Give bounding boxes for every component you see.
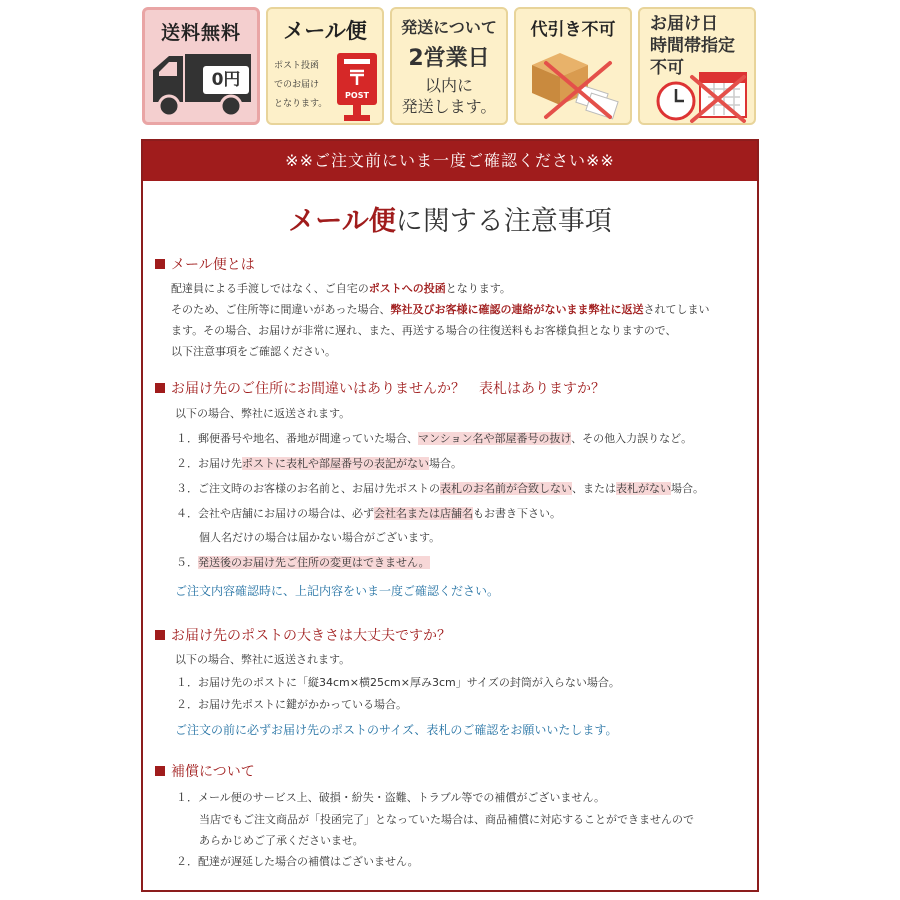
free-shipping-price: 0円 [203, 66, 249, 94]
no-time-line1: お届け日 [650, 14, 718, 34]
no-time-line3: 不可 [650, 58, 684, 78]
mail-bin-banner [266, 7, 384, 125]
bullet-square-icon [155, 259, 165, 269]
no-cod-title: 代引き不可 [530, 20, 616, 40]
s2-item4-note: 個人名だけの場合は届かない場合がございます。 [199, 531, 441, 544]
s1-line1: 配達員による手渡しではなく、ご自宅のポストへの投函となります。 [171, 282, 511, 295]
s2-item5: ５．発送後のお届け先ご住所の変更はできません。 [176, 556, 430, 569]
s4-item1-line2: 当店でもご注文商品が「投函完了」となっていた場合は、商品補償に対応することができませんので [199, 813, 694, 826]
shipping-days-line2: 2営業日 [408, 46, 490, 71]
postbox-icon [336, 51, 378, 123]
no-time-line2: 時間帯指定 [650, 36, 735, 56]
section-heading-compensation: 補償について [155, 761, 255, 781]
free-shipping-title: 送料無料 [160, 22, 241, 44]
no-time-banner [638, 7, 756, 125]
s4-item1-line3: あらかじめご了承くださいませ。 [199, 834, 364, 847]
shipping-days-banner [390, 7, 508, 125]
notice-title: メール便に関する注意事項 [288, 206, 612, 237]
bullet-square-icon [155, 766, 165, 776]
clock-calendar-cross-icon [648, 63, 752, 123]
s2-confirm-note: ご注文内容確認時に、上記内容をいま一度ご確認ください。 [175, 584, 500, 598]
s3-item1: １．お届け先のポストに「縦34cm×横25cm×厚み3cm」サイズの封筒が入らない場合。 [176, 676, 620, 689]
notice-header: ※※ご注文前にいま一度ご確認ください※※ [143, 141, 757, 181]
s2-intro: 以下の場合、弊社に返送されます。 [175, 407, 351, 420]
s4-item2: ２．配達が遅延した場合の補償はございません。 [176, 855, 419, 868]
shipping-days-line1: 発送について [401, 18, 497, 37]
s1-line3: ます。その場合、お届けが非常に遅れ、また、再送する場合の往復送料もお客様負担となりますので、 [171, 324, 677, 337]
mail-bin-desc: ポスト投函 でのお届け となります。 [274, 61, 328, 109]
box-cross-icon [524, 43, 628, 123]
bullet-square-icon [155, 630, 165, 640]
section-heading-postbox-size: お届け先のポストの大きさは大丈夫ですか？ [155, 625, 451, 645]
post-label: POST [345, 91, 369, 100]
mail-bin-title: メール便 [283, 19, 367, 43]
s1-line2: そのため、ご住所等に間違いがあった場合、弊社及びお客様に確認の連絡がないまま弊社に返送されてしまい [171, 303, 710, 316]
s2-item3: ３．ご注文時のお客様のお名前と、お届け先ポストの表札のお名前が合致しない、または表札がない場合。 [176, 482, 704, 495]
shipping-days-lines: 以内に 発送します。 [401, 76, 497, 116]
section-heading-mail-bin: メール便とは [155, 254, 255, 274]
s4-item1: １．メール便のサービス上、破損・紛失・盗難、トラブル等での補償がございません。 [176, 791, 605, 804]
s3-confirm-note: ご注文の前に必ずお届け先のポストのサイズ、表札のご確認をお願いいたします。 [175, 723, 618, 737]
s3-intro: 以下の場合、弊社に返送されます。 [175, 653, 351, 666]
free-shipping-banner [142, 7, 260, 125]
section-heading-address: お届け先のご住所にお間違いはありませんか？ 表札はありますか？ [155, 378, 605, 398]
mail-bin-notice [141, 139, 759, 892]
s3-item2: ２．お届け先ポストに鍵がかかっている場合。 [176, 698, 407, 711]
s1-line4: 以下注意事項をご確認ください。 [171, 345, 336, 358]
s2-item1: １．郵便番号や地名、番地が間違っていた場合、マンション名や部屋番号の抜け、その他入力誤りなど。 [176, 432, 693, 445]
bullet-square-icon [155, 383, 165, 393]
s2-item4: ４．会社や店舗にお届けの場合は、必ず会社名または店舗名もお書き下さい。 [176, 507, 561, 520]
no-cod-banner [514, 7, 632, 125]
s2-item2: ２．お届け先ポストに表札や部屋番号の表記がない場合。 [176, 457, 462, 470]
